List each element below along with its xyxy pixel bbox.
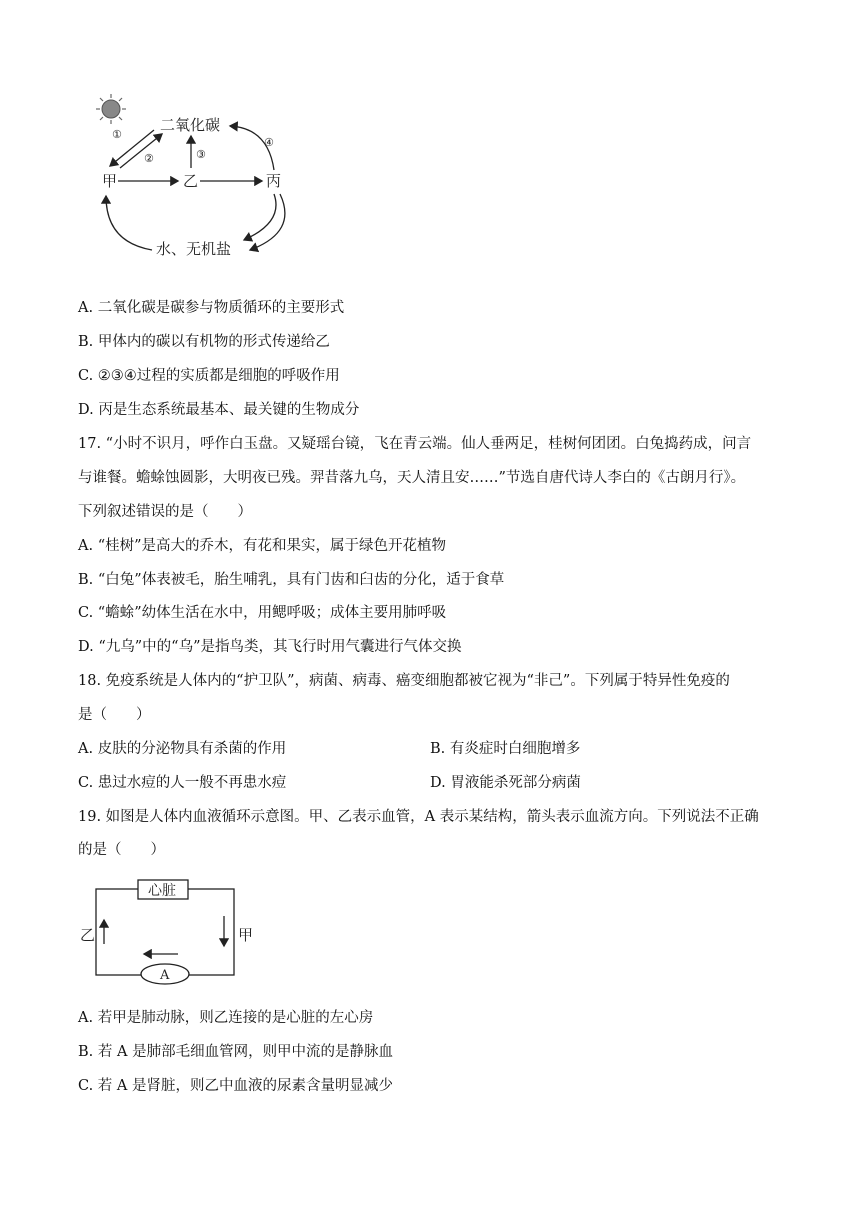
- step-4-label: ④: [264, 136, 274, 149]
- q17-option-b: B. “白兔”体表被毛，胎生哺乳，具有门齿和臼齿的分化，适于食草: [78, 572, 505, 588]
- arrow-jia-to-co2: [120, 134, 162, 168]
- q17-option-a: A. “桂树”是高大的乔木，有花和果实，属于绿色开花植物: [78, 538, 447, 554]
- vessel-yi-label: 乙: [80, 926, 96, 944]
- q17-stem-line-1: 17. “小时不识月，呼作白玉盘。又疑瑶台镜，飞在青云端。仙人垂两足，桂树何团团。白兔捣药成，问言: [78, 436, 752, 452]
- q18-stem-line-2: 是（ ）: [78, 707, 151, 723]
- arrow-water-to-jia: [106, 196, 152, 250]
- q18-stem-line-1: 18. 免疫系统是人体内的“护卫队”，病菌、病毒、癌变细胞都被它视为“非己”。下列属于特异性免疫的: [78, 673, 730, 689]
- q17-stem-line-3: 下列叙述错误的是（ ）: [78, 504, 252, 520]
- q18-option-a: A. 皮肤的分泌物具有杀菌的作用: [78, 741, 287, 757]
- step-2-label: ②: [144, 152, 154, 165]
- arrow-bing-to-co2: [230, 126, 274, 170]
- organism-bing-label: 丙: [266, 172, 282, 190]
- q18-option-c: C. 患过水痘的人一般不再患水痘: [78, 775, 287, 791]
- q19-stem-line-2: 的是（ ）: [78, 842, 165, 858]
- q17-stem-line-2: 与谁餐。蟾蜍蚀圆影，大明夜已残。羿昔落九乌，天人清且安……”节选自唐代诗人李白的《古朗月行》。: [78, 470, 746, 486]
- q18-option-b: B. 有炎症时白细胞增多: [430, 741, 581, 757]
- heart-label: 心脏: [148, 883, 176, 899]
- q16-option-d: D. 丙是生态系统最基本、最关键的生物成分: [78, 402, 360, 418]
- vessel-jia-label: 甲: [238, 926, 254, 944]
- sun-icon: [96, 94, 126, 124]
- carbon-cycle-diagram: [88, 92, 308, 267]
- organism-yi-label: 乙: [183, 172, 199, 190]
- water-minerals-label: 水、无机盐: [156, 240, 232, 258]
- q16-option-c: C. ②③④过程的实质都是细胞的呼吸作用: [78, 368, 340, 384]
- q19-stem-line-1: 19. 如图是人体内血液循环示意图。甲、乙表示血管，A 表示某结构，箭头表示血流方向。下列说法不正确: [78, 809, 759, 825]
- q19-option-c: C. 若 A 是肾脏，则乙中血液的尿素含量明显减少: [78, 1078, 393, 1094]
- q18-option-d: D. 胃液能杀死部分病菌: [430, 775, 581, 791]
- q17-option-d: D. “九乌”中的“乌”是指鸟类，其飞行时用气囊进行气体交换: [78, 639, 462, 655]
- co2-label: 二氧化碳: [160, 116, 221, 134]
- step-1-label: ①: [112, 128, 122, 141]
- q17-option-c: C. “蟾蜍”幼体生活在水中，用鳃呼吸；成体主要用肺呼吸: [78, 605, 447, 621]
- organism-jia-label: 甲: [102, 172, 118, 190]
- q16-option-a: A. 二氧化碳是碳参与物质循环的主要形式: [78, 300, 345, 316]
- q19-option-a: A. 若甲是肺动脉，则乙连接的是心脏的左心房: [78, 1010, 374, 1026]
- q19-option-b: B. 若 A 是肺部毛细血管网，则甲中流的是静脉血: [78, 1044, 394, 1060]
- structure-a-label: A: [160, 968, 170, 983]
- arrow-bing-to-water: [250, 194, 285, 250]
- arrow-bing-to-water-inner: [244, 194, 276, 240]
- blood-circulation-diagram: [78, 872, 268, 992]
- q16-option-b: B. 甲体内的碳以有机物的形式传递给乙: [78, 334, 330, 350]
- step-3-label: ③: [196, 148, 206, 161]
